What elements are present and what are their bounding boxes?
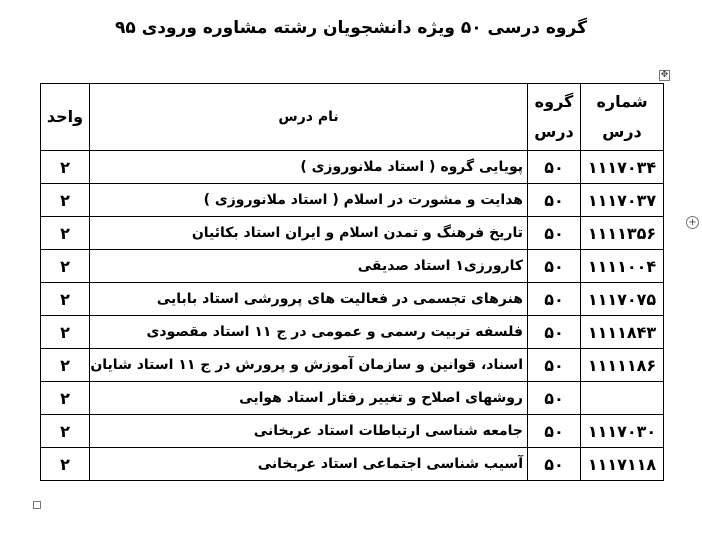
course-code-cell: ۱۱۱۱۱۸۶ (581, 349, 664, 382)
resize-handle-icon[interactable] (33, 501, 41, 509)
course-name-cell: روشهای اصلاح و تغییر رفتار استاد هوایی (90, 382, 528, 415)
course-group-cell: ۵۰ (528, 316, 581, 349)
course-name-cell: کارورزی۱ استاد صدیقی (90, 250, 528, 283)
table-header-row (41, 84, 664, 151)
course-group-cell: ۵۰ (528, 184, 581, 217)
course-units-cell: ۲ (41, 283, 90, 316)
header-group-line2: درس (534, 122, 574, 141)
course-code-cell: ۱۱۱۷۰۳۰ (581, 415, 664, 448)
table-row (41, 283, 664, 316)
course-units-cell: ۲ (41, 415, 90, 448)
header-group-line1: گروه (534, 92, 574, 111)
course-units-cell: ۲ (41, 250, 90, 283)
course-name-cell: اسناد، قوانین و سازمان آموزش و پرورش در ج ۱۱ استاد شایان (90, 349, 528, 382)
header-code-line1: شماره (596, 92, 648, 111)
course-name-cell: جامعه شناسی ارتباطات استاد عربخانی (90, 415, 528, 448)
course-code-cell: ۱۱۱۷۰۳۷ (581, 184, 664, 217)
course-code-cell (581, 382, 664, 415)
move-handle-icon[interactable]: ✥ (660, 70, 669, 80)
course-group-cell: ۵۰ (528, 217, 581, 250)
table-row (41, 217, 664, 250)
course-group-cell: ۵۰ (528, 151, 581, 184)
course-units-cell: ۲ (41, 316, 90, 349)
course-name-cell: هدایت و مشورت در اسلام ( استاد ملانوروزی ) (90, 184, 528, 217)
course-group-cell: ۵۰ (528, 250, 581, 283)
course-units-cell: ۲ (41, 382, 90, 415)
header-group (528, 84, 581, 151)
course-name-cell: تاریخ فرهنگ و تمدن اسلام و ایران استاد بکائیان (90, 217, 528, 250)
course-units-cell: ۲ (41, 217, 90, 250)
table-row (41, 250, 664, 283)
course-group-cell: ۵۰ (528, 349, 581, 382)
course-code-cell: ۱۱۱۷۰۷۵ (581, 283, 664, 316)
course-units-cell: ۲ (41, 184, 90, 217)
table-row (41, 151, 664, 184)
course-group-cell: ۵۰ (528, 415, 581, 448)
table-row (41, 382, 664, 415)
course-code-cell: ۱۱۱۱۰۰۴ (581, 250, 664, 283)
table-row (41, 448, 664, 481)
header-code-line2: درس (602, 122, 642, 141)
table-row (41, 184, 664, 217)
course-group-cell: ۵۰ (528, 382, 581, 415)
course-units-cell: ۲ (41, 151, 90, 184)
page-title: گروه درسی ۵۰ ویژه دانشجویان رشته مشاوره ورودی ۹۵ (115, 18, 587, 38)
course-code-cell: ۱۱۱۷۰۳۴ (581, 151, 664, 184)
table-row (41, 316, 664, 349)
course-name-cell: آسیب شناسی اجتماعی استاد عربخانی (90, 448, 528, 481)
header-name: نام درس (90, 84, 528, 151)
course-table (40, 83, 664, 481)
table-row (41, 349, 664, 382)
course-name-cell: پویایی گروه ( استاد ملانوروزی ) (90, 151, 528, 184)
course-code-cell: ۱۱۱۱۳۵۶ (581, 217, 664, 250)
header-code (581, 84, 664, 151)
course-group-cell: ۵۰ (528, 448, 581, 481)
table-row (41, 415, 664, 448)
course-name-cell: هنرهای تجسمی در فعالیت های پرورشی استاد بابایی (90, 283, 528, 316)
course-units-cell: ۲ (41, 448, 90, 481)
header-units: واحد (41, 84, 90, 151)
course-code-cell: ۱۱۱۷۱۱۸ (581, 448, 664, 481)
course-units-cell: ۲ (41, 349, 90, 382)
add-row-icon[interactable]: + (686, 216, 699, 229)
course-name-cell: فلسفه تربیت رسمی و عمومی در ج ۱۱ استاد مقصودی (90, 316, 528, 349)
course-code-cell: ۱۱۱۱۸۴۳ (581, 316, 664, 349)
course-group-cell: ۵۰ (528, 283, 581, 316)
